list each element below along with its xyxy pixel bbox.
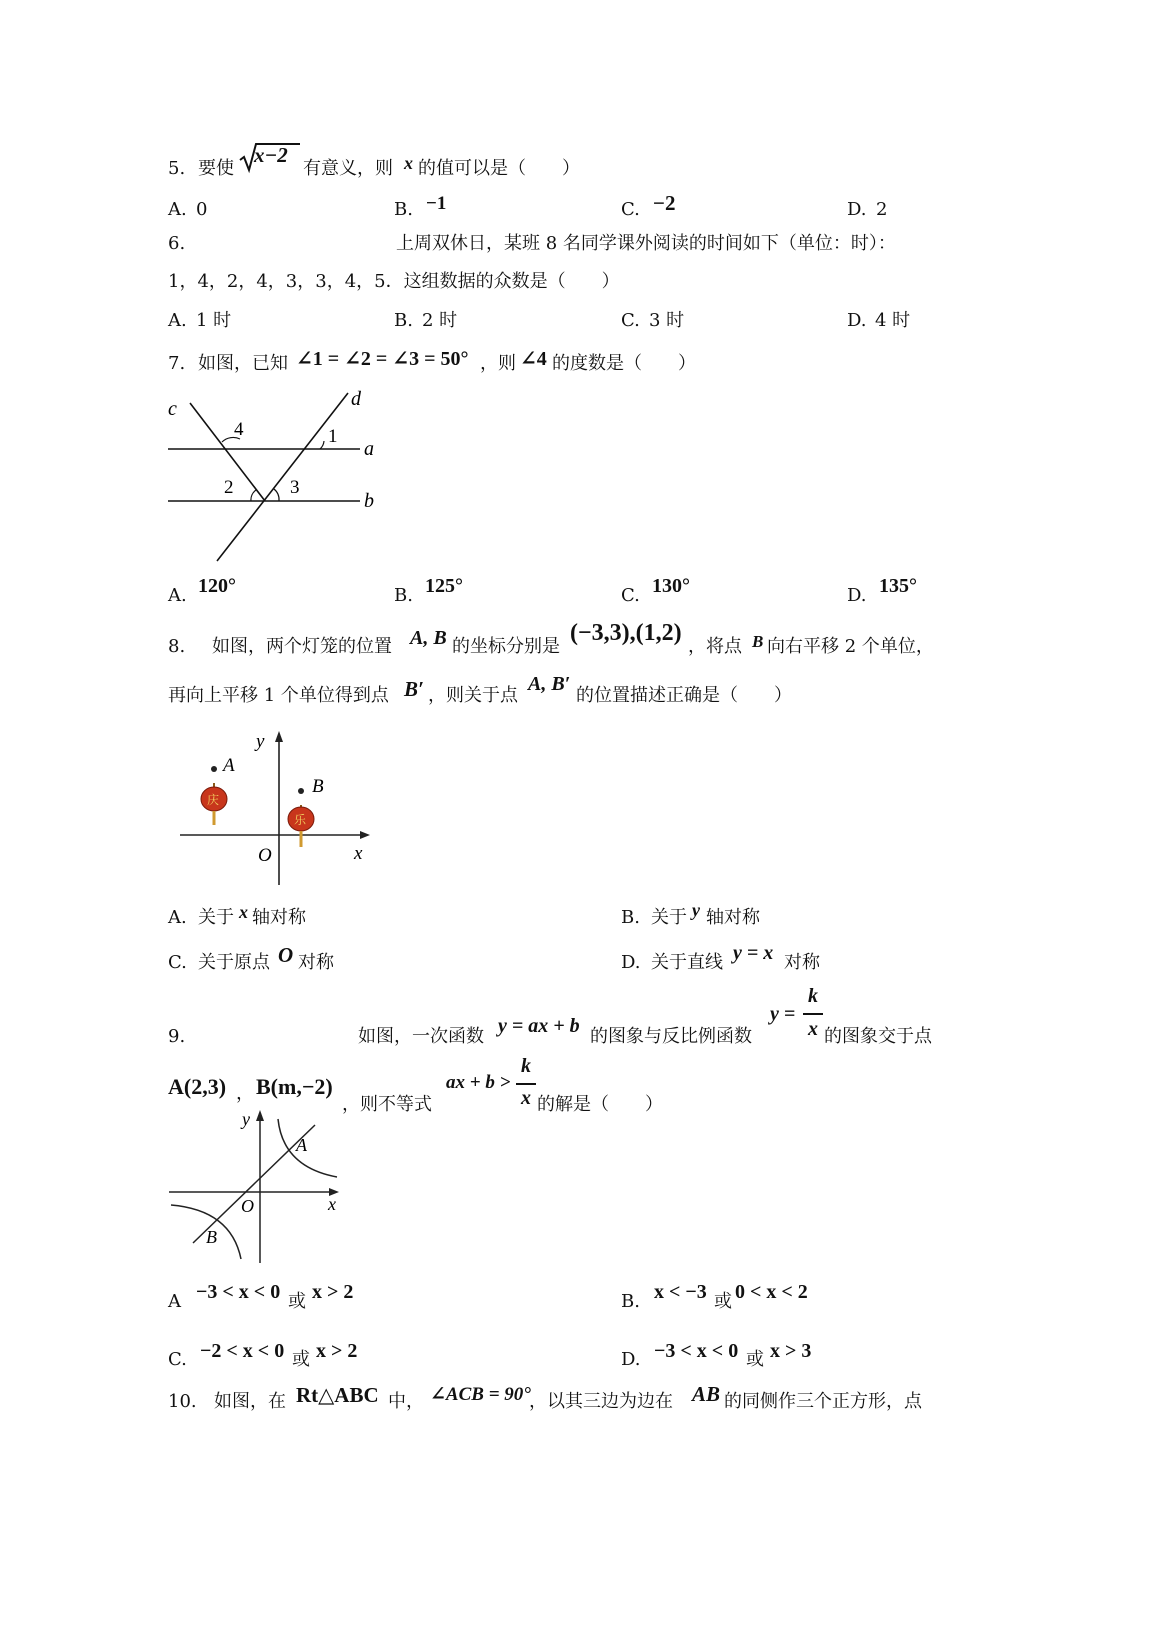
label-y: y — [242, 1109, 250, 1129]
q5-var: x — [404, 153, 413, 173]
q8-option-a-math: x — [239, 902, 248, 922]
q8-b-prime: B′ — [404, 677, 424, 701]
q9-number: 9. — [168, 1026, 186, 1047]
q8-option-b-label[interactable]: B. — [621, 907, 640, 928]
q9-option-b-or: 或 — [714, 1291, 732, 1312]
q5-text-mid: 有意义，则 — [303, 158, 393, 179]
q5-text-post: 的值可以是（ ） — [418, 158, 580, 179]
q8-option-d-label[interactable]: D. — [621, 952, 641, 973]
q8-text-mid1: 的坐标分别是 — [452, 636, 560, 657]
q9-option-a-label[interactable]: A — [168, 1291, 181, 1312]
q6-option-d-label[interactable]: D. — [847, 310, 867, 331]
q5-option-b-label[interactable]: B. — [394, 199, 413, 220]
q8-option-b-pre: 关于 — [651, 907, 687, 928]
q10-number: 10. — [168, 1391, 197, 1412]
q5-radicand: x−2 — [254, 143, 288, 167]
q9-option-a-p1: −3 < x < 0 — [196, 1281, 281, 1303]
label-c: c — [168, 398, 177, 420]
q9-text-post: 的图象交于点 — [824, 1026, 932, 1047]
q8-option-d-post: 对称 — [784, 952, 820, 973]
q9-option-a-or: 或 — [288, 1291, 306, 1312]
q7-option-c-value: 130° — [652, 575, 690, 597]
q9-option-c-label[interactable]: C. — [168, 1349, 187, 1370]
q8-option-c-pre: 关于原点 — [198, 952, 270, 973]
q10-side: AB — [692, 1382, 721, 1406]
q10-text-mid1: 中， — [388, 1391, 424, 1412]
q9-line2-sep: ， — [236, 1083, 254, 1104]
q9-text-pre: 如图，一次函数 — [358, 1026, 484, 1047]
q6-option-a-value: 1 时 — [196, 310, 232, 331]
q7-target: ∠4 — [520, 348, 547, 370]
q6-option-c-label[interactable]: C. — [621, 310, 640, 331]
q9-inverse-lhs: y = — [770, 1003, 796, 1025]
q9-figure — [165, 1105, 350, 1267]
q5-option-a-label[interactable]: A. — [168, 199, 187, 220]
q6-option-b-label[interactable]: B. — [394, 310, 413, 331]
q8-option-a-pre: 关于 — [198, 907, 234, 928]
label-d: d — [351, 388, 361, 410]
q7-condition: ∠1 = ∠2 = ∠3 = 50° — [296, 348, 469, 370]
label-x: x — [328, 1194, 336, 1214]
point-a — [211, 766, 217, 772]
angle-3-arc — [274, 489, 279, 501]
q5-option-c-label[interactable]: C. — [621, 199, 640, 220]
q8-option-d-math: y = x — [733, 942, 774, 964]
q7-figure — [160, 385, 390, 565]
q7-number: 7. — [168, 353, 186, 374]
q6-option-d-value: 4 时 — [875, 310, 911, 331]
q9-text-mid: 的图象与反比例函数 — [590, 1026, 752, 1047]
q8-text-mid3: 向右平移 2 个单位， — [767, 636, 934, 657]
label-a: A — [296, 1135, 307, 1155]
q7-option-a-label[interactable]: A. — [168, 585, 187, 606]
q9-option-c-or: 或 — [292, 1349, 310, 1370]
q10-triangle: Rt△ABC — [296, 1383, 379, 1407]
label-angle-3: 3 — [290, 477, 300, 498]
q5-option-d-label[interactable]: D. — [847, 199, 867, 220]
label-o: O — [258, 845, 272, 866]
q8-option-d-pre: 关于直线 — [651, 952, 723, 973]
q9-option-c-p1: −2 < x < 0 — [200, 1340, 285, 1362]
q8-text-mid2: ，将点 — [688, 636, 742, 657]
hyperbola-branch-1 — [278, 1119, 337, 1177]
q8-line2-post: 的位置描述正确是（ ） — [576, 685, 792, 706]
q9-option-c-p2: x > 2 — [316, 1340, 358, 1362]
q8-point-b: B — [752, 632, 764, 651]
q9-ineq-frac-bar — [516, 1083, 536, 1085]
q10-text-post: 的同侧作三个正方形，点 — [724, 1391, 922, 1412]
q8-option-b-math: y — [692, 900, 700, 920]
label-b: B — [312, 776, 324, 797]
q8-option-b-post: 轴对称 — [706, 907, 760, 928]
q9-option-b-label[interactable]: B. — [621, 1291, 640, 1312]
q9-linear: y = ax + b — [498, 1015, 580, 1037]
q7-option-c-label[interactable]: C. — [621, 585, 640, 606]
q9-option-b-p1: x < −3 — [654, 1281, 707, 1303]
q6-line-2: 1，4，2，4，3，3，4，5．这组数据的众数是（ ） — [168, 271, 620, 292]
q9-frac-x: x — [808, 1018, 818, 1040]
q9-option-d-p2: x > 3 — [770, 1340, 812, 1362]
q7-text-pre: 如图，已知 — [198, 353, 288, 374]
q6-option-b-value: 2 时 — [422, 310, 458, 331]
q5-option-b-value: −1 — [426, 193, 447, 214]
q6-option-a-label[interactable]: A. — [168, 310, 187, 331]
q9-ineq-lhs: ax + b > — [446, 1072, 511, 1093]
q6-line-1: 上周双休日，某班 8 名同学课外阅读的时间如下（单位：时）： — [396, 233, 896, 254]
q8-option-c-math: O — [278, 943, 294, 967]
q6-number: 6. — [168, 233, 186, 254]
label-angle-1: 1 — [328, 426, 338, 447]
q6-option-c-value: 3 时 — [649, 310, 685, 331]
q7-option-b-label[interactable]: B. — [394, 585, 413, 606]
q8-option-c-label[interactable]: C. — [168, 952, 187, 973]
label-a: A — [223, 755, 235, 776]
q7-text-post: 的度数是（ ） — [552, 353, 696, 374]
angle-2-arc — [251, 490, 256, 501]
lantern-a-char: 庆 — [207, 793, 220, 807]
q9-line2-mid: ，则不等式 — [342, 1094, 432, 1115]
q7-text-mid: ，则 — [480, 353, 516, 374]
label-angle-4: 4 — [234, 419, 244, 440]
label-o: O — [241, 1196, 254, 1216]
q8-line2-pre: 再向上平移 1 个单位得到点 — [168, 685, 389, 706]
q9-option-b-p2: 0 < x < 2 — [735, 1281, 808, 1303]
lantern-b-char: 乐 — [294, 813, 307, 827]
y-axis-arrow — [256, 1110, 264, 1121]
q9-option-a-p2: x > 2 — [312, 1281, 354, 1303]
q8-line2-mid: ，则关于点 — [428, 685, 518, 706]
q9-option-d-or: 或 — [746, 1349, 764, 1370]
q9-ineq-frac-k: k — [521, 1055, 531, 1077]
q8-option-a-post: 轴对称 — [252, 907, 306, 928]
q5-number: 5. — [168, 158, 186, 179]
q7-option-a-value: 120° — [198, 575, 236, 597]
angle-1-arc — [320, 441, 324, 449]
q9-frac-k: k — [808, 985, 818, 1007]
q9-option-d-label[interactable]: D. — [621, 1349, 641, 1370]
q8-pair: A, B′ — [528, 673, 571, 695]
label-b: b — [364, 490, 374, 512]
label-a: a — [364, 438, 374, 460]
label-angle-2: 2 — [224, 477, 234, 498]
q8-text-pre: 如图，两个灯笼的位置 — [212, 636, 392, 657]
q8-coords: (−3,3),(1,2) — [570, 620, 682, 646]
q8-option-a-label[interactable]: A. — [168, 907, 187, 928]
q9-frac-bar — [803, 1013, 823, 1015]
q9-option-d-p1: −3 < x < 0 — [654, 1340, 739, 1362]
q9-point-b: B(m,−2) — [256, 1074, 333, 1099]
q5-option-c-value: −2 — [653, 191, 676, 215]
q9-ineq-frac-x: x — [521, 1087, 531, 1109]
label-x: x — [354, 843, 363, 864]
q8-points: A, B — [410, 627, 447, 649]
q8-figure — [170, 725, 380, 890]
q8-number: 8. — [168, 636, 186, 657]
q7-option-b-value: 125° — [425, 575, 463, 597]
q7-option-d-value: 135° — [879, 575, 917, 597]
label-y: y — [256, 731, 265, 752]
q10-text-pre: 如图，在 — [214, 1391, 286, 1412]
q5-option-d-value: 2 — [876, 199, 888, 220]
q10-angle: ∠ACB = 90° — [430, 1384, 531, 1405]
q8-option-c-post: 对称 — [298, 952, 334, 973]
y-axis-arrow — [275, 731, 283, 742]
q9-point-a: A(2,3) — [168, 1074, 227, 1099]
q5-text-pre: 要使 — [198, 158, 234, 179]
point-b — [298, 788, 304, 794]
q10-text-mid2: ，以其三边为边在 — [529, 1391, 673, 1412]
q9-line2-post: 的解是（ ） — [537, 1094, 663, 1115]
q7-option-d-label[interactable]: D. — [847, 585, 867, 606]
q5-option-a-value: 0 — [196, 199, 208, 220]
label-b: B — [206, 1227, 217, 1247]
x-axis-arrow — [360, 831, 370, 839]
